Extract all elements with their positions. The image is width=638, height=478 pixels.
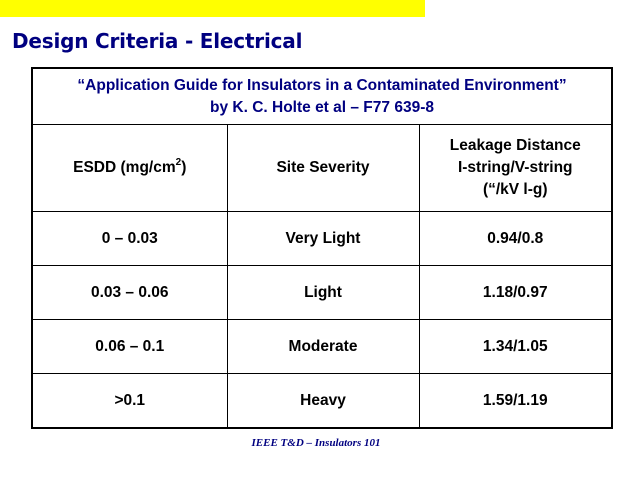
- cell-esdd: 0 – 0.03: [32, 212, 227, 266]
- table-row: [32, 374, 612, 429]
- header-leakage-line-2: I-string/V-string: [457, 159, 573, 176]
- header-severity: Site Severity: [227, 125, 419, 212]
- caption-line-1: “Application Guide for Insulators in a Contaminated Environment”: [77, 76, 567, 94]
- caption-row: [32, 68, 612, 125]
- cell-esdd: 0.06 – 0.1: [32, 320, 227, 374]
- header-esdd-close: ): [181, 159, 187, 176]
- table-row: [32, 212, 612, 266]
- slide-footer: [0, 437, 638, 449]
- cell-esdd: 0.03 – 0.06: [32, 266, 227, 320]
- footer-text: IEEE T&D – Insulators 101: [251, 437, 381, 449]
- header-esdd-text: ESDD (mg/cm: [73, 159, 176, 176]
- header-leakage: [419, 125, 612, 212]
- table-caption: [32, 68, 612, 125]
- cell-leakage: 0.94/0.8: [419, 212, 612, 266]
- criteria-table: [31, 67, 613, 429]
- header-leakage-line-3: (“/kV l-g): [482, 181, 548, 198]
- cell-leakage: 1.59/1.19: [419, 374, 612, 429]
- cell-severity: Moderate: [227, 320, 419, 374]
- table-row: [32, 266, 612, 320]
- accent-bar: [0, 0, 425, 17]
- header-esdd-superscript: 2: [175, 156, 182, 168]
- header-leakage-line-1: Leakage Distance: [449, 137, 581, 154]
- header-esdd: [32, 125, 227, 212]
- cell-severity: Light: [227, 266, 419, 320]
- cell-leakage: 1.18/0.97: [419, 266, 612, 320]
- caption-line-2: by K. C. Holte et al – F77 639-8: [210, 98, 434, 116]
- table-row: [32, 320, 612, 374]
- header-row: [32, 125, 612, 212]
- cell-esdd: >0.1: [32, 374, 227, 429]
- cell-severity: Very Light: [227, 212, 419, 266]
- cell-severity: Heavy: [227, 374, 419, 429]
- cell-leakage: 1.34/1.05: [419, 320, 612, 374]
- slide-title: Design Criteria - Electrical: [12, 29, 303, 53]
